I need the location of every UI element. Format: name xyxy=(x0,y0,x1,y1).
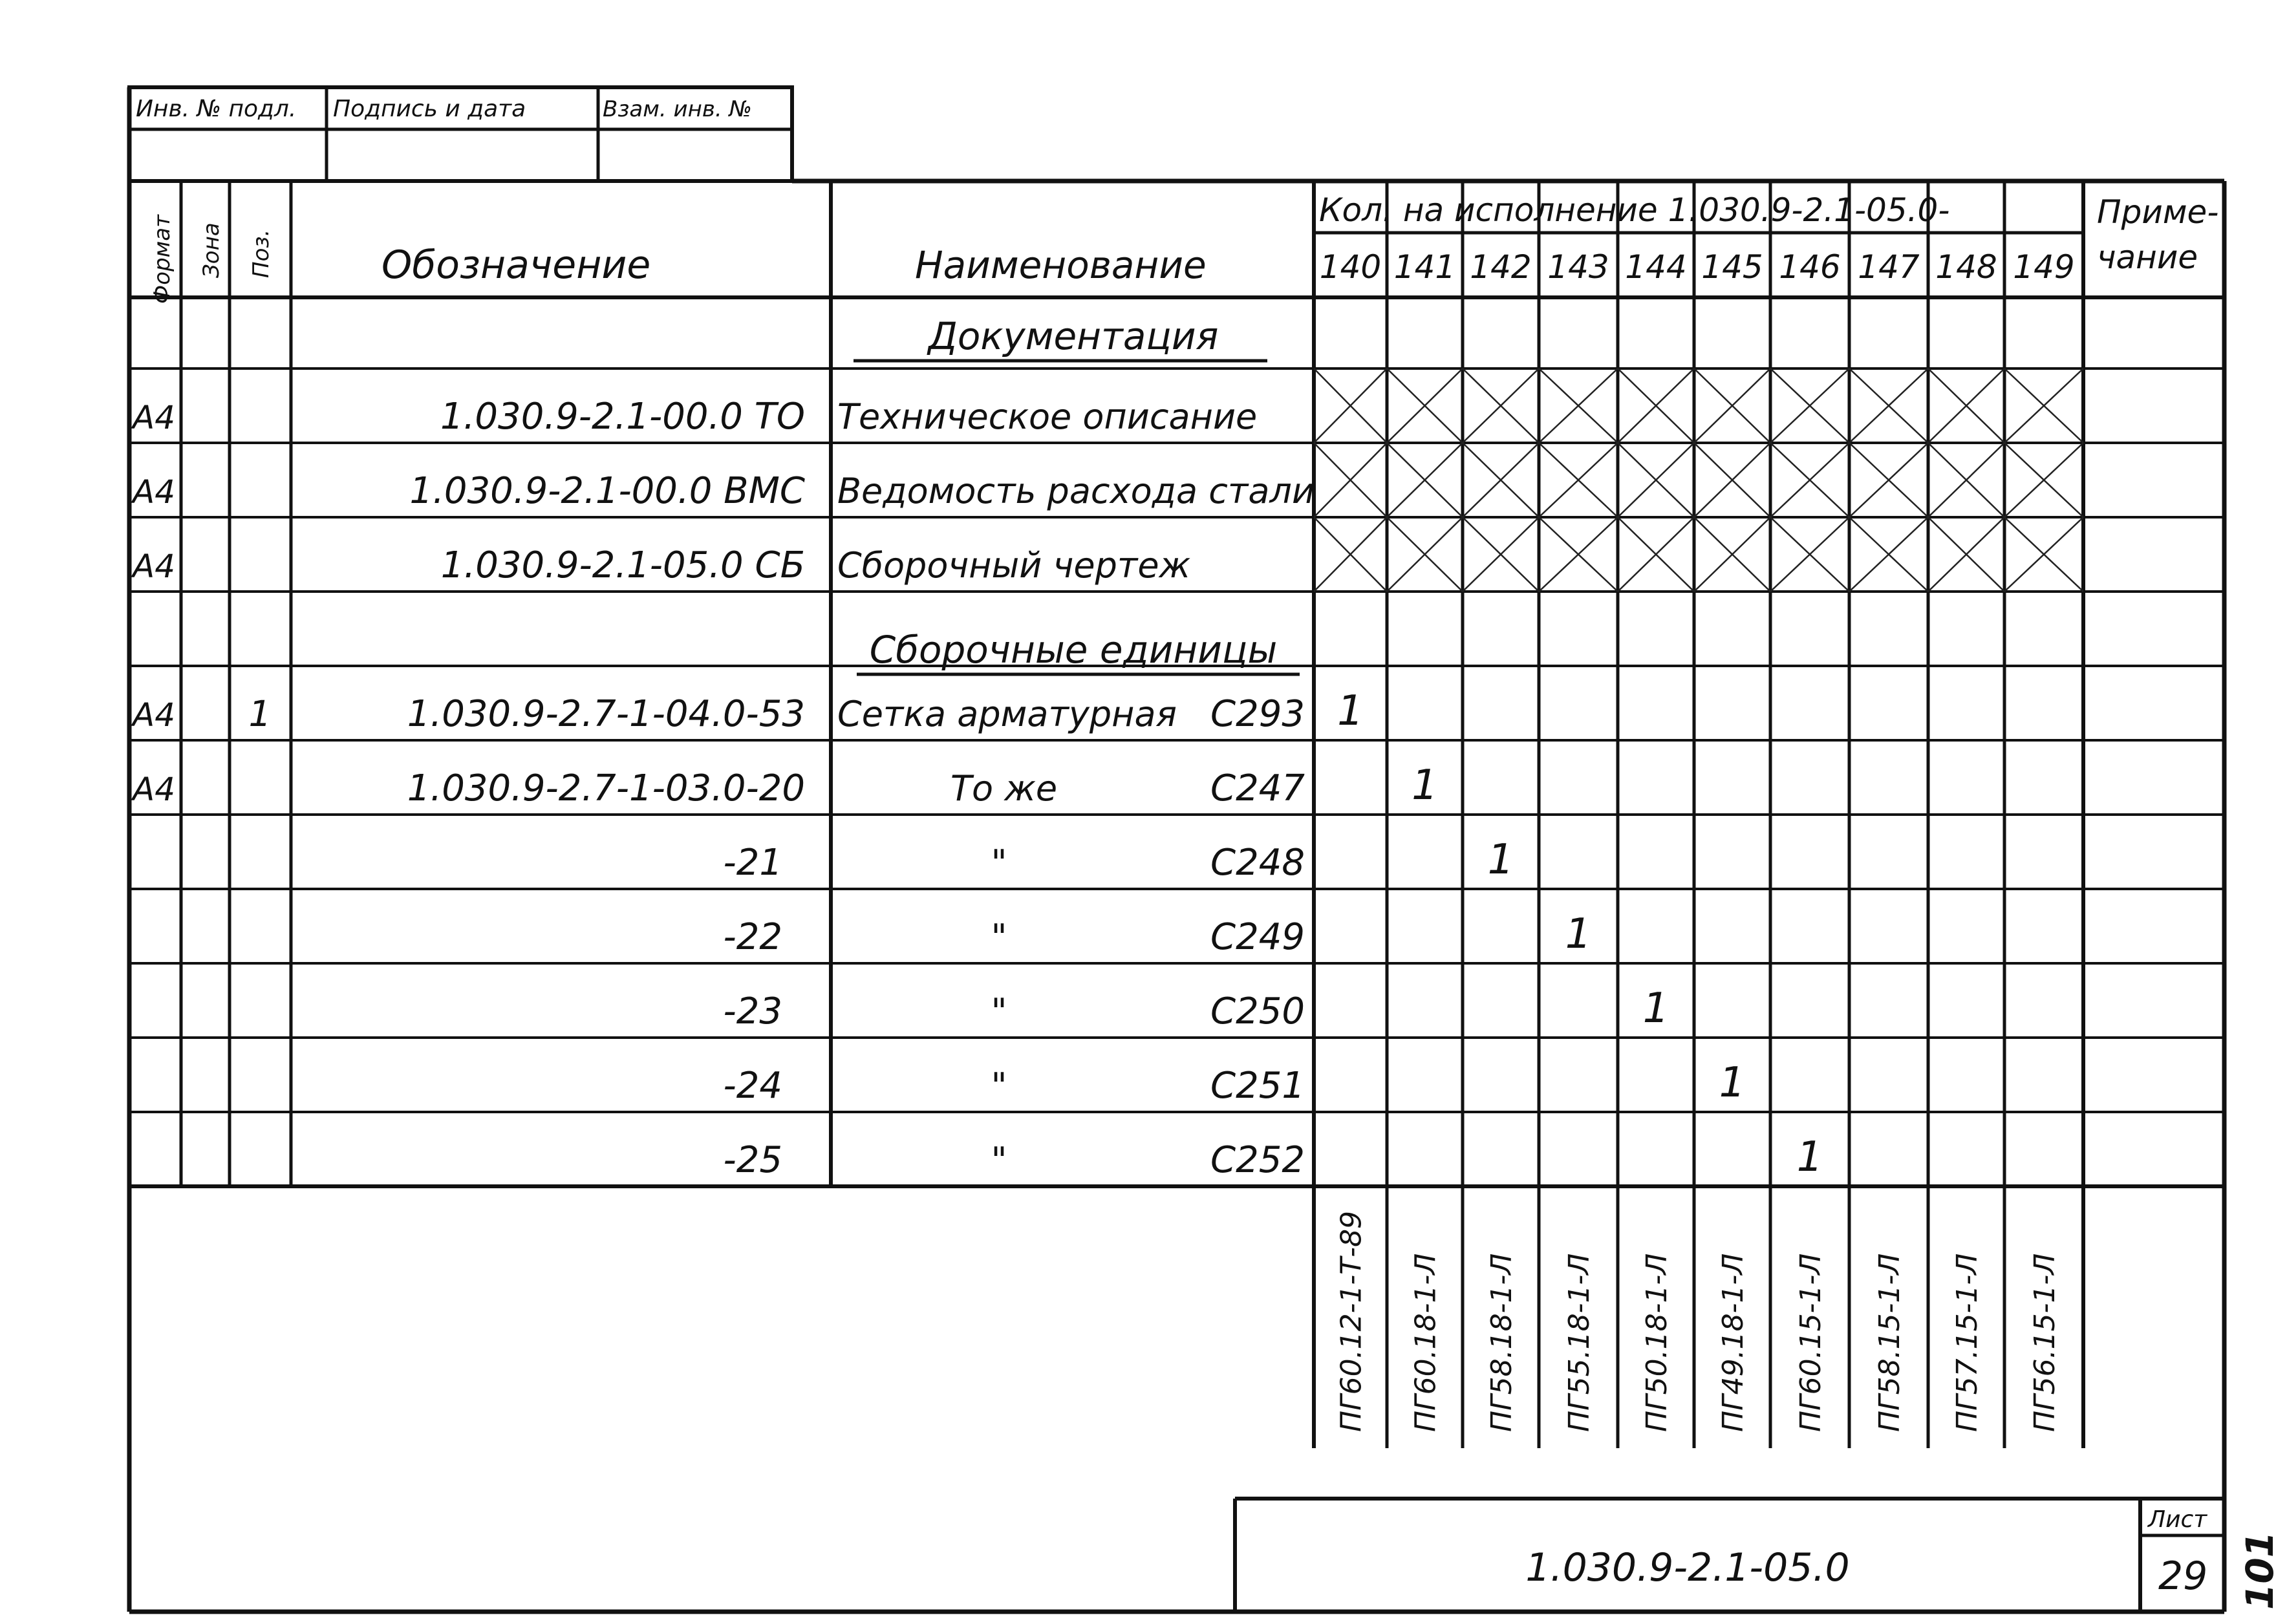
row-name: " xyxy=(991,842,1007,883)
stamp-replacement-label: Взам. инв. № xyxy=(603,96,752,122)
sheet-label: Лист xyxy=(2148,1506,2207,1533)
product-mark: ПГ60.12-1-Т-89 xyxy=(1335,1210,1368,1432)
sheet-number: 29 xyxy=(2158,1554,2208,1599)
title-designation: 1.030.9-2.1-05.0 xyxy=(1525,1545,1850,1590)
product-mark: ПГ55.18-1-Л xyxy=(1563,1253,1596,1432)
row-designation: -25 xyxy=(723,1139,782,1181)
variant-number: 142 xyxy=(1470,248,1532,286)
row-name: То же xyxy=(950,768,1058,809)
section-documentation: Документация xyxy=(928,314,1219,358)
header-designation: Обозначение xyxy=(381,242,651,288)
table-row xyxy=(131,762,1438,809)
row-mark: С251 xyxy=(1210,1065,1305,1107)
row-name: Сборочный чертеж xyxy=(837,545,1191,586)
row-designation: 1.030.9-2.7-1-04.0-53 xyxy=(407,693,805,735)
variant-header-row xyxy=(1320,248,2075,286)
header-note-1: Приме- xyxy=(2097,193,2219,231)
product-mark: ПГ57.15-1-Л xyxy=(1951,1253,1984,1432)
title-block xyxy=(1235,1499,2282,1612)
row-format: А4 xyxy=(133,399,176,436)
variant-number: 148 xyxy=(1935,248,1997,286)
row-mark: С248 xyxy=(1210,842,1305,884)
row-name: " xyxy=(991,991,1007,1032)
row-format: А4 xyxy=(133,548,176,585)
row-name: " xyxy=(991,1140,1007,1181)
row-qty: 1 xyxy=(1719,1059,1746,1107)
row-designation: -23 xyxy=(723,990,782,1032)
row-format: А4 xyxy=(133,771,176,808)
spec-table-grid xyxy=(129,181,2224,1448)
variant-number: 149 xyxy=(2013,248,2075,286)
row-mark: С250 xyxy=(1210,990,1305,1032)
row-name: Сетка арматурная xyxy=(837,694,1177,734)
row-qty: 1 xyxy=(1487,836,1514,884)
stamp-inv-number-label: Инв. № подл. xyxy=(136,96,297,122)
table-row xyxy=(131,687,1364,735)
row-qty: 1 xyxy=(1337,687,1364,735)
header-name: Наименование xyxy=(915,243,1207,287)
row-mark: С252 xyxy=(1210,1139,1305,1181)
table-row xyxy=(131,396,1257,438)
table-row xyxy=(724,1133,1823,1181)
row-qty: 1 xyxy=(1565,910,1592,958)
stamp-signature-label: Подпись и дата xyxy=(333,96,526,122)
margin-number: 101 xyxy=(2238,1531,2282,1610)
variant-number: 143 xyxy=(1547,248,1609,286)
table-row xyxy=(724,1059,1746,1107)
product-mark: ПГ60.18-1-Л xyxy=(1409,1253,1443,1432)
row-format: А4 xyxy=(133,696,176,734)
row-format: А4 xyxy=(133,473,176,511)
row-designation: 1.030.9-2.1-00.0 ВМС xyxy=(409,470,805,512)
row-mark: С249 xyxy=(1210,916,1305,958)
header-zone: Зона xyxy=(199,222,224,278)
product-mark: ПГ50.18-1-Л xyxy=(1640,1253,1673,1432)
row-qty: 1 xyxy=(1796,1133,1823,1181)
header-note-2: чание xyxy=(2097,239,2198,276)
table-row xyxy=(724,836,1514,884)
row-name: " xyxy=(991,917,1007,957)
variant-number: 140 xyxy=(1319,248,1382,286)
inventory-stamp xyxy=(129,87,792,181)
product-mark: ПГ56.15-1-Л xyxy=(2028,1253,2061,1432)
variant-number: 141 xyxy=(1393,248,1456,286)
row-name: Ведомость расхода стали xyxy=(837,471,1315,511)
row-qty: 1 xyxy=(1642,985,1670,1032)
row-mark: С293 xyxy=(1210,693,1305,735)
variant-number: 145 xyxy=(1701,248,1763,286)
row-designation: 1.030.9-2.1-05.0 СБ xyxy=(440,544,805,586)
header-pos: Поз. xyxy=(248,229,274,278)
spec-table-rows xyxy=(131,396,1823,1181)
product-mark: ПГ49.18-1-Л xyxy=(1717,1253,1750,1432)
row-qty: 1 xyxy=(1412,762,1438,809)
row-designation: -24 xyxy=(723,1065,782,1107)
section-assemblies: Сборочные единицы xyxy=(869,628,1278,672)
row-designation: 1.030.9-2.7-1-03.0-20 xyxy=(407,767,805,809)
row-designation: -21 xyxy=(723,842,782,884)
spec-table-header xyxy=(149,191,2218,304)
row-name: " xyxy=(991,1065,1007,1106)
header-qty-title: Кол. на исполнение 1.030.9-2.1-05.0- xyxy=(1319,191,1950,229)
product-mark: ПГ58.18-1-Л xyxy=(1485,1253,1518,1432)
row-pos: 1 xyxy=(248,693,272,734)
crossed-out-cells xyxy=(1314,369,2083,592)
header-format: Формат xyxy=(149,215,175,304)
product-mark: ПГ60.15-1-Л xyxy=(1794,1253,1827,1432)
row-name: Техническое описание xyxy=(837,396,1258,437)
variant-number: 146 xyxy=(1779,248,1841,286)
variant-number: 147 xyxy=(1858,248,1920,286)
table-row xyxy=(131,470,1315,512)
row-mark: С247 xyxy=(1210,767,1305,809)
variant-number: 144 xyxy=(1625,248,1687,286)
product-mark: ПГ58.15-1-Л xyxy=(1873,1253,1906,1432)
row-designation: -22 xyxy=(723,916,782,958)
table-row xyxy=(724,985,1670,1032)
product-mark-labels xyxy=(1335,1211,2062,1432)
row-designation: 1.030.9-2.1-00.0 ТО xyxy=(440,396,805,438)
